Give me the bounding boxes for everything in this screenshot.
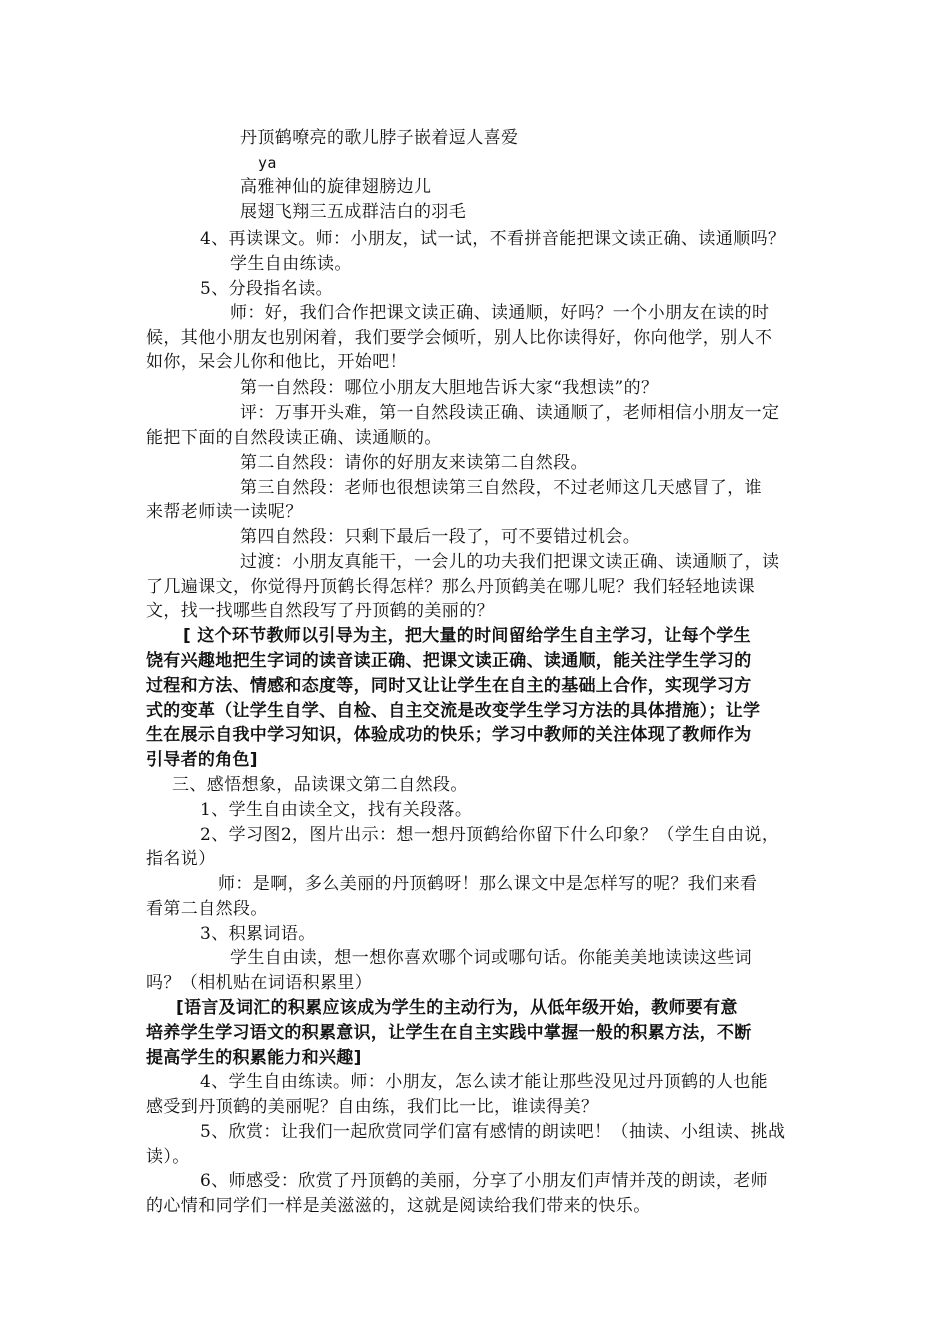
commentary-line: 培养学生学习语文的积累意识，让学生在自主实践中掌握一般的积累方法，不断 xyxy=(146,1023,752,1043)
paragraph-line: 读）。 xyxy=(146,1147,190,1167)
commentary-line: 引导者的角色] xyxy=(146,750,258,770)
paragraph-line: 第一自然段：哪位小朋友大胆地告诉大家“我想读”的？ xyxy=(240,378,659,398)
paragraph-line: 文，找一找哪些自然段写了丹顶鹤的美丽的？ xyxy=(146,601,494,621)
paragraph-line: 指名说） xyxy=(146,849,216,869)
poem-line: 高雅神仙的旋律翅膀边儿 xyxy=(240,177,432,197)
paragraph-line: 5、欣赏：让我们一起欣赏同学们富有感情的朗读吧！（抽读、小组读、挑战 xyxy=(200,1122,786,1142)
commentary-line: [语言及词汇的积累应该成为学生的主动行为，从低年级开始，教师要有意 xyxy=(176,998,738,1018)
commentary-line: 式的变革（让学生自学、自检、自主交流是改变学生学习方法的具体措施）；让学 xyxy=(146,701,761,721)
paragraph-line: 2、学习图2，图片出示：想一想丹顶鹤给你留下什么印象？（学生自由说， xyxy=(200,825,780,845)
commentary-line: 生在展示自我中学习知识，体验成功的快乐；学习中教师的关注体现了教师作为 xyxy=(146,725,752,745)
poem-line: 丹顶鹤嘹亮的歌儿脖子嵌着逗人喜爱 xyxy=(240,128,519,148)
paragraph-line: 师：是啊，多么美丽的丹顶鹤呀！那么课文中是怎样写的呢？我们来看 xyxy=(218,874,758,894)
commentary-line: [ 这个环节教师以引导为主，把大量的时间留给学生自主学习，让每个学生 xyxy=(183,626,751,646)
paragraph-line: 能把下面的自然段读正确、读通顺的。 xyxy=(146,428,442,448)
paragraph-line: 3、积累词语。 xyxy=(200,924,316,944)
paragraph-line: 师：好，我们合作把课文读正确、读通顺，好吗？一个小朋友在读的时 xyxy=(230,303,770,323)
pinyin-annotation: ya xyxy=(258,154,277,172)
paragraph-line: 感受到丹顶鹤的美丽呢？自由练，我们比一比，谁读得美？ xyxy=(146,1097,599,1117)
section-heading: 三、感悟想象，品读课文第二自然段。 xyxy=(172,775,468,795)
paragraph-line: 候，其他小朋友也别闲着，我们要学会倾听，别人比你读得好，你向他学，别人不 xyxy=(146,328,773,348)
paragraph-line: 评：万事开头难，第一自然段读正确、读通顺了，老师相信小朋友一定 xyxy=(240,403,780,423)
paragraph-line: 第二自然段：请你的好朋友来读第二自然段。 xyxy=(240,453,588,473)
commentary-line: 过程和方法、情感和态度等，同时又让让学生在自主的基础上合作，实现学习方 xyxy=(146,676,752,696)
poem-line: 展翅飞翔三五成群洁白的羽毛 xyxy=(240,202,467,222)
paragraph-line: 4、再读课文。师：小朋友，试一试，不看拼音能把课文读正确、读通顺吗？ xyxy=(200,229,786,249)
commentary-line: 饶有兴趣地把生字词的读音读正确、把课文读正确、读通顺，能关注学生学习的 xyxy=(146,651,752,671)
paragraph-line: 4、学生自由练读。师：小朋友，怎么读才能让那些没见过丹顶鹤的人也能 xyxy=(200,1072,769,1092)
paragraph-line: 5、分段指名读。 xyxy=(200,279,334,299)
paragraph-line: 第四自然段：只剩下最后一段了，可不要错过机会。 xyxy=(240,527,641,547)
paragraph-line: 吗？（相机贴在词语积累里） xyxy=(146,973,373,993)
paragraph-line: 第三自然段：老师也很想读第三自然段，不过老师这几天感冒了，谁 xyxy=(240,478,762,498)
paragraph-line: 的心情和同学们一样是美滋滋的，这就是阅读给我们带来的快乐。 xyxy=(146,1196,651,1216)
paragraph-line: 1、学生自由读全文，找有关段落。 xyxy=(200,800,473,820)
commentary-line: 提高学生的积累能力和兴趣] xyxy=(146,1048,362,1068)
paragraph-line: 学生自由读，想一想你喜欢哪个词或哪句话。你能美美地读读这些词 xyxy=(230,948,752,968)
paragraph-line: 学生自由练读。 xyxy=(230,254,352,274)
paragraph-line: 了几遍课文，你觉得丹顶鹤长得怎样？那么丹顶鹤美在哪儿呢？我们轻轻地读课 xyxy=(146,577,755,597)
paragraph-line: 过渡：小朋友真能干，一会儿的功夫我们把课文读正确、读通顺了，读 xyxy=(240,552,780,572)
paragraph-line: 看第二自然段。 xyxy=(146,899,268,919)
paragraph-line: 如你，呆会儿你和他比，开始吧！ xyxy=(146,352,407,372)
paragraph-line: 来帮老师读一读呢？ xyxy=(146,502,303,522)
paragraph-line: 6、师感受：欣赏了丹顶鹤的美丽，分享了小朋友们声情并茂的朗读，老师 xyxy=(200,1171,769,1191)
